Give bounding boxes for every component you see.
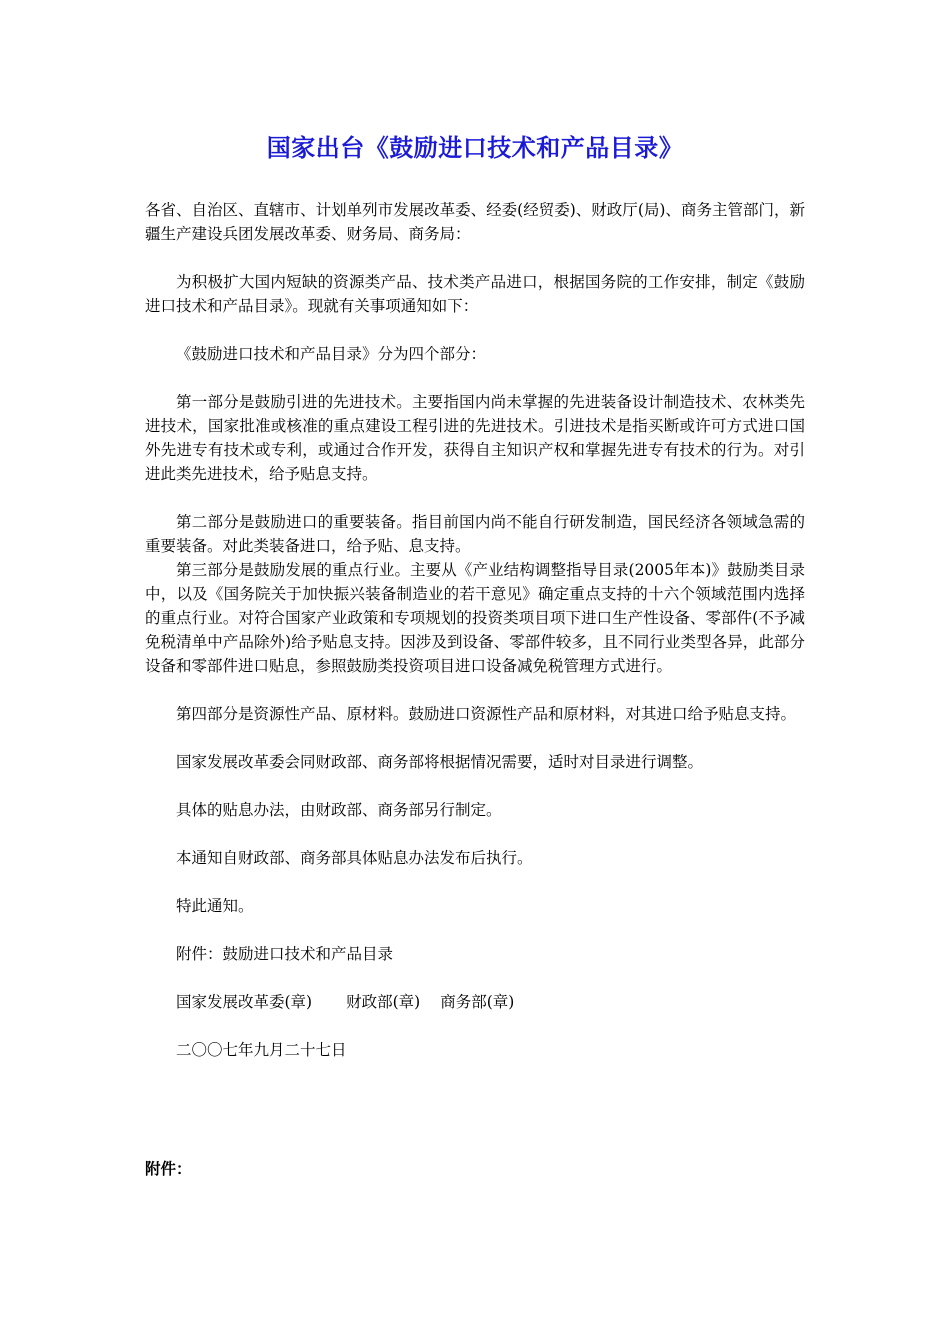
adjust-paragraph: 国家发展改革委会同财政部、商务部将根据情况需要，适时对目录进行调整。 [176, 753, 704, 771]
effective-paragraph: 本通知自财政部、商务部具体贴息办法发布后执行。 [176, 849, 533, 867]
salutation-paragraph: 各省、自治区、直辖市、计划单列市发展改革委、经委(经贸委)、财政厅(局)、商务主管部门，新疆生产建设兵团发展改革委、财务局、商务局： [145, 201, 805, 243]
subsidy-paragraph: 具体的贴息办法，由财政部、商务部另行制定。 [176, 801, 502, 819]
date-line: 二〇〇七年九月二十七日 [176, 1041, 347, 1059]
part1-paragraph: 第一部分是鼓励引进的先进技术。主要指国内尚未掌握的先进装备设计制造技术、农林类先进技术，国家批准或核准的重点建设工程引进的先进技术。引进技术是指买断或许可方式进口国外先进专有技术或专利，或通过合作开发，获得自主知识产权和掌握先进专有技术的行为。对引进此类先进技术，给予贴息支持。 [145, 393, 805, 483]
document-title: 国家出台《鼓励进口技术和产品目录》 [266, 134, 684, 162]
signatory-ndrc: 国家发展改革委(章) [176, 993, 313, 1011]
signatories-line [145, 990, 805, 1014]
attachment-heading: 附件： [145, 1160, 192, 1178]
part2-paragraph: 第二部分是鼓励进口的重要装备。指目前国内尚不能自行研发制造，国民经济各领域急需的重要装备。对此类装备进口，给予贴、息支持。 [145, 513, 805, 555]
notice-paragraph: 特此通知。 [176, 897, 254, 915]
signatory-mof: 财政部(章) [346, 993, 421, 1011]
part4-paragraph: 第四部分是资源性产品、原材料。鼓励进口资源性产品和原材料，对其进口给予贴息支持。 [176, 705, 797, 723]
attachment-line: 附件：鼓励进口技术和产品目录 [176, 945, 394, 963]
signatory-mofcom: 商务部(章) [440, 993, 515, 1011]
intro-paragraph: 为积极扩大国内短缺的资源类产品、技术类产品进口，根据国务院的工作安排，制定《鼓励进口技术和产品目录》。现就有关事项通知如下： [145, 273, 805, 315]
document-body [145, 198, 805, 1062]
part3-paragraph: 第三部分是鼓励发展的重点行业。主要从《产业结构调整指导目录(2005年本)》鼓励类目录中，以及《国务院关于加快振兴装备制造业的若干意见》确定重点支持的十六个领域范围内选择的重点行业。对符合国家产业政策和专项规划的投资类项目项下进口生产性设备、零部件(不予减免税清单中产品除外)给予贴息支持。因涉及到设备、零部件较多，且不同行业类型各异，此部分设备和零部件进口贴息，参照鼓励类投资项目进口设备减免税管理方式进行。 [145, 561, 805, 675]
parts-intro-paragraph: 《鼓励进口技术和产品目录》分为四个部分： [176, 345, 487, 363]
